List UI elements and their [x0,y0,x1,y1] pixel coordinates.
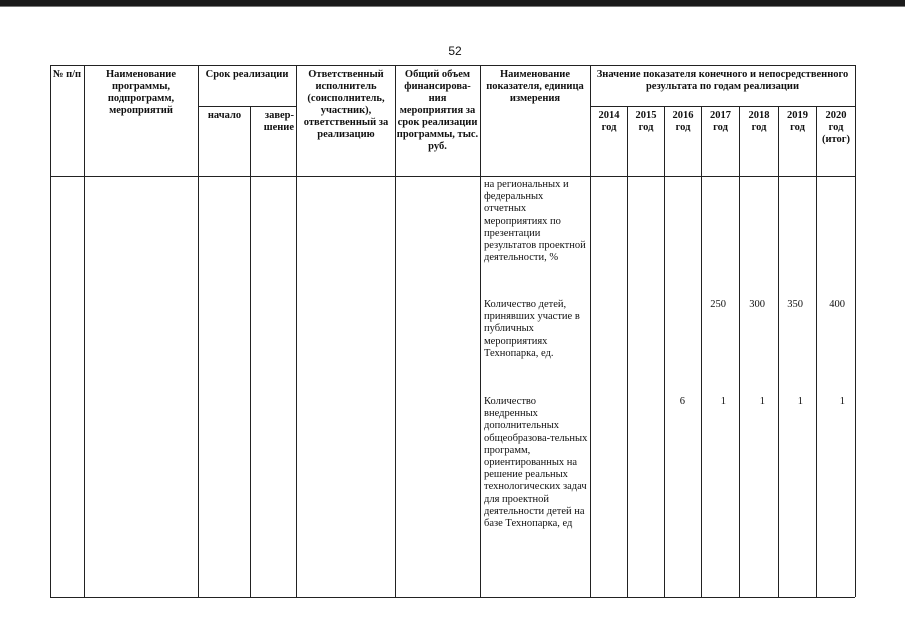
header-year-2017: 2017 год [710,110,731,133]
col-line-12 [778,106,779,597]
row-1-indicator: на региональных и федеральных отчетных мероприятиях по презентации результатов проектной деятельности, % [484,179,586,264]
header-year-2018: 2018 год [748,110,770,133]
table-top-border [50,65,855,66]
header-year-2020: 2020 год (итог) [821,110,851,145]
header-year-2019: 2019 год [787,110,808,133]
header-funding: Общий объем финансирова-ния мероприятия за срок реализации программы, тыс. руб. [396,69,479,152]
row-3-indicator: Количество внедренных дополнительных общеобразова-тельных программ, ориентированных на решение реальных технологических задач для проектной деятельности детей на базе Технопарка, ед [484,396,588,530]
col-line-2 [198,65,199,597]
row-3-value-2020: 1 [839,396,845,407]
header-year-2014: 2014 год [598,110,620,133]
header-values: Значение показателя конечного и непосредственного результата по годам реализации [596,69,849,92]
row-2-value-2020: 400 [829,299,845,310]
header-name: Наименование программы, подпрограмм, мероприятий [106,69,176,116]
header-bottom-line [50,176,855,177]
col-line-14 [855,65,856,597]
row-2-value-2017: 250 [710,299,726,310]
col-line-1 [84,65,85,597]
row-2-value-2019: 350 [787,299,803,310]
col-line-13 [816,106,817,597]
col-line-6 [480,65,481,597]
row-3-value-2017: 1 [720,396,726,407]
term-subheader-line [198,106,296,107]
col-line-3 [250,106,251,597]
header-term-end: завер-шение [263,110,294,133]
table-bottom-line [50,597,855,598]
header-term-start: начало [207,110,242,121]
row-2-value-2018: 300 [749,299,765,310]
col-line-7 [590,65,591,597]
header-indicator: Наименование показателя, единица измерения [486,69,584,104]
row-3-value-2019: 1 [797,396,803,407]
col-line-0 [50,65,51,597]
header-term: Срок реализации [205,69,289,80]
page-number: 52 [448,44,462,58]
row-3-value-2016: 6 [679,396,685,407]
col-line-11 [739,106,740,597]
col-line-10 [701,106,702,597]
header-no: № п/п [52,69,82,80]
row-2-indicator: Количество детей, принявших участие в публичных мероприятиях Технопарка, ед. [484,299,580,359]
col-line-9 [664,106,665,597]
col-line-8 [627,106,628,597]
header-executor: Ответственный исполнитель (соисполнитель, участник), ответственный за реализацию [303,69,389,140]
header-year-2016: 2016 год [672,110,694,133]
header-year-2015: 2015 год [635,110,657,133]
row-3-value-2018: 1 [759,396,765,407]
col-line-4 [296,65,297,597]
